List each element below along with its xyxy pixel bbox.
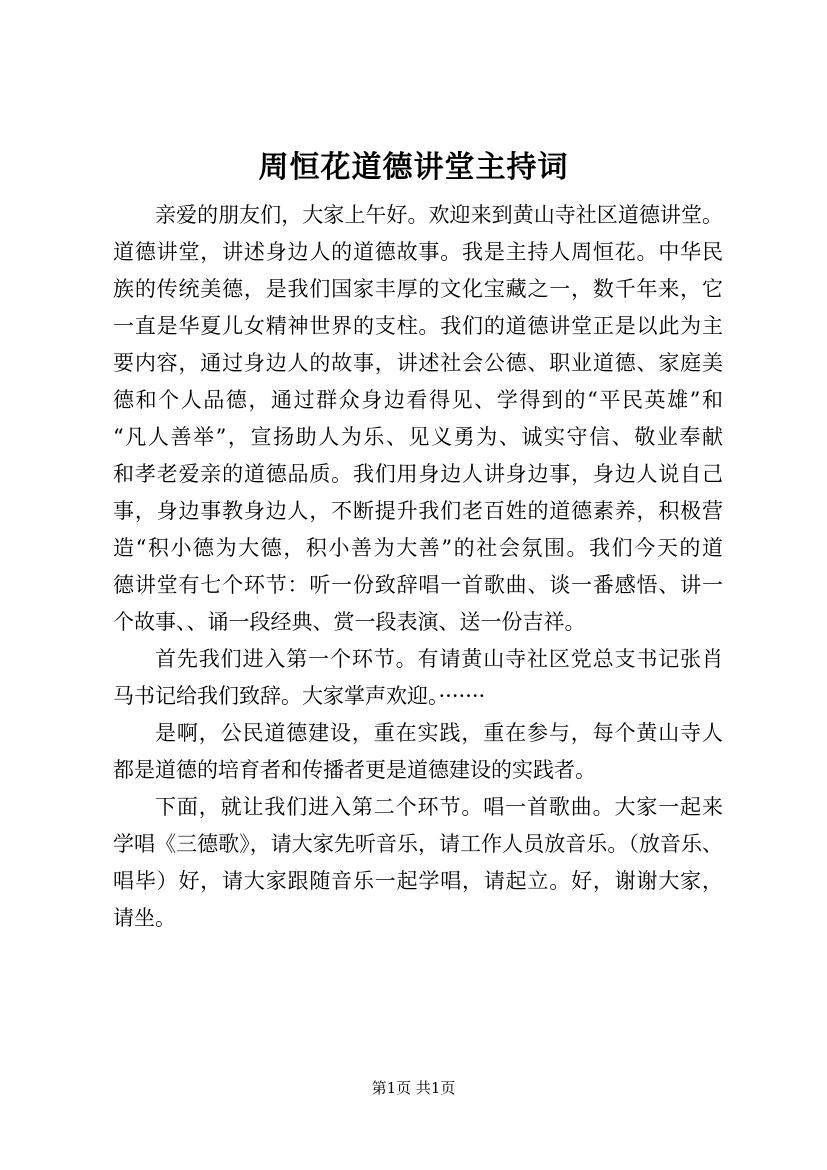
paragraph-line: 首先我们进入第一个环节。有请黄山寺社区党总支书记张肖 [155,647,723,671]
paragraph-line: “凡人善举”，宣扬助人为乐、见义勇为、诚实守信、敬业奉献 [113,425,723,449]
paragraph-line: 唱毕）好，请大家跟随音乐一起学唱，请起立。好，谢谢大家， [113,869,723,893]
paragraph-line: 个故事、、诵一段经典、赏一段表演、送一份吉祥。 [113,610,586,634]
paragraph-line: 是啊，公民道德建设，重在实践，重在参与，每个黄山寺人 [155,721,723,745]
paragraph-intro [113,197,723,641]
paragraph-line: 造“积小德为大德，积小善为大善”的社会氛围。我们今天的道 [113,536,723,560]
paragraph-reflection [113,715,723,789]
page-footer: 第1页 共1页 [371,1079,456,1097]
paragraph-line: 事，身边事教身边人，不断提升我们老百姓的道德素养，积极营 [113,499,723,523]
paragraph-first-section [113,641,723,715]
paragraph-line: 请坐。 [113,906,176,930]
paragraph-line: 道德讲堂，讲述身边人的道德故事。我是主持人周恒花。中华民 [113,240,723,264]
paragraph-line: 马书记给我们致辞。大家掌声欢迎。······· [113,684,486,708]
paragraph-line: 一直是华夏儿女精神世界的支柱。我们的道德讲堂正是以此为主 [113,314,723,338]
paragraph-second-section [113,789,723,937]
paragraph-line: 要内容，通过身边人的故事，讲述社会公德、职业道德、家庭美 [113,351,723,375]
paragraph-line: 亲爱的朋友们，大家上午好。欢迎来到黄山寺社区道德讲堂。 [155,203,723,227]
paragraph-line: 下面，就让我们进入第二个环节。唱一首歌曲。大家一起来 [155,795,723,819]
paragraph-line: 学唱《三德歌》，请大家先听音乐，请工作人员放音乐。（放音乐、 [113,832,723,856]
paragraph-line: 德和个人品德，通过群众身边看得见、学得到的“平民英雄”和 [113,388,723,412]
paragraph-line: 和孝老爱亲的道德品质。我们用身边人讲身边事，身边人说自己 [113,462,723,486]
document-title: 周恒花道德讲堂主持词 [258,150,569,185]
paragraph-line: 族的传统美德，是我们国家丰厚的文化宝藏之一，数千年来，它 [113,277,723,301]
paragraph-line: 都是道德的培育者和传播者更是道德建设的实践者。 [113,758,596,782]
document-body [113,197,723,937]
paragraph-line: 德讲堂有七个环节：听一份致辞唱一首歌曲、谈一番感悟、讲一 [113,573,723,597]
